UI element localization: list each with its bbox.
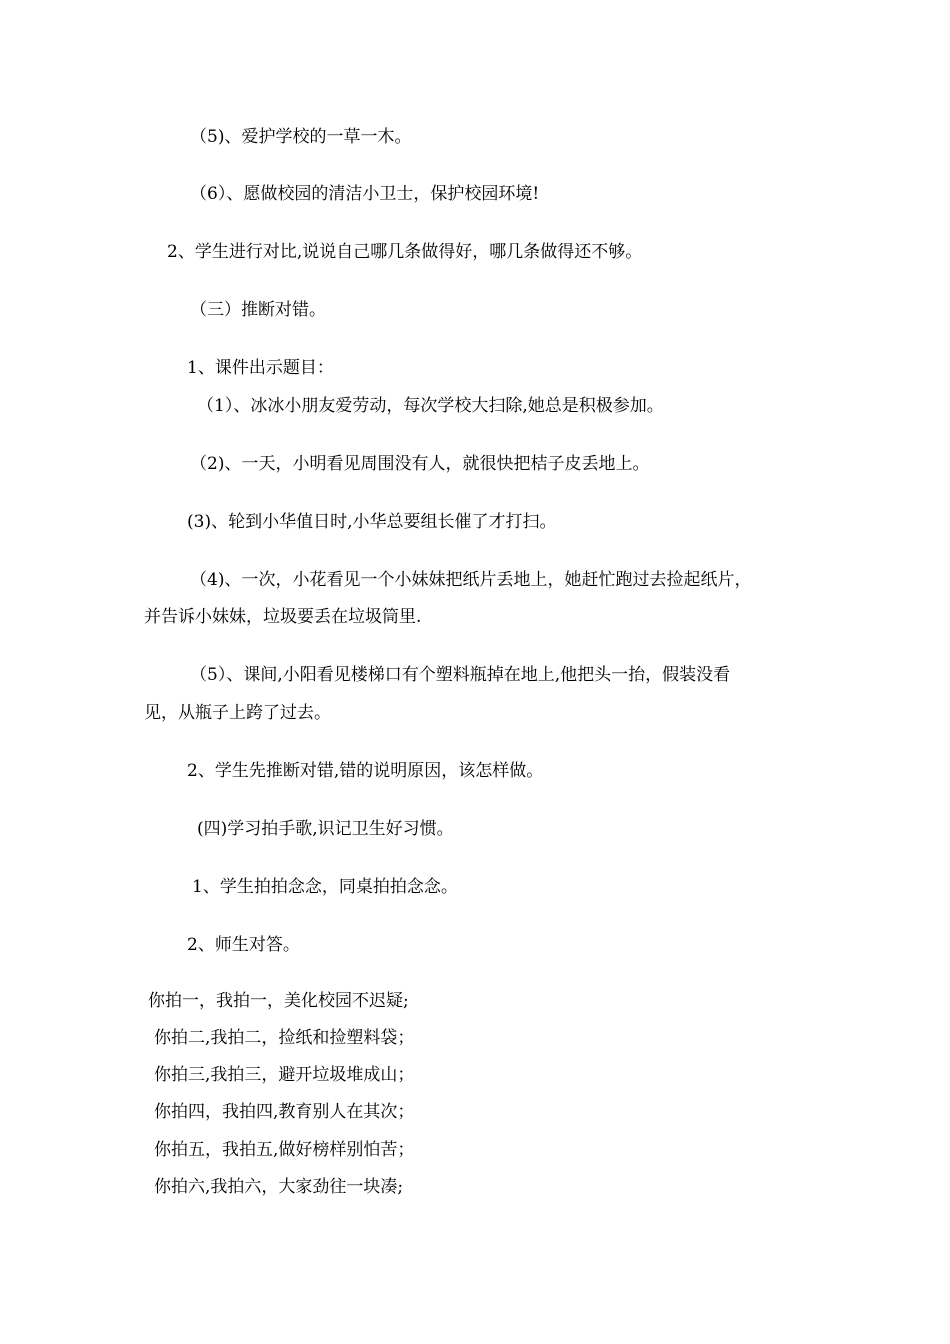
song-line: 你拍二,我拍二，捡纸和捡塑料袋； bbox=[154, 1028, 415, 1048]
song-line: 你拍一，我拍一，美化校园不迟疑; bbox=[148, 991, 409, 1011]
text-line: 2、学生先推断对错,错的说明原因，该怎样做。 bbox=[187, 761, 544, 781]
text-line: 2、师生对答。 bbox=[187, 935, 300, 955]
text-line: 并告诉小妹妹，垃圾要丢在垃圾筒里. bbox=[144, 607, 422, 627]
text-line: （6）、愿做校园的清洁小卫士，保护校园环境! bbox=[190, 184, 540, 204]
section-heading: （三）推断对错。 bbox=[190, 300, 326, 320]
text-line: (3)、轮到小华值日时,小华总要组长催了才打扫。 bbox=[187, 512, 557, 532]
text-line: （5）、课间,小阳看见楼梯口有个塑料瓶掉在地上,他把头一抬，假装没看 bbox=[190, 665, 731, 685]
text-line: （1）、冰冰小朋友爱劳动，每次学校大扫除,她总是积极参加。 bbox=[197, 396, 664, 416]
text-line: 1、课件出示题目： bbox=[187, 358, 334, 378]
text-line: （2)、一天，小明看见周围没有人，就很快把桔子皮丢地上。 bbox=[190, 454, 650, 474]
text-line: （4)、一次，小花看见一个小妹妹把纸片丢地上，她赶忙跑过去捡起纸片， bbox=[190, 570, 752, 590]
text-line: （5)、爱护学校的一草一木。 bbox=[190, 127, 412, 147]
song-line: 你拍六,我拍六，大家劲往一块凑; bbox=[154, 1177, 404, 1197]
section-heading: (四)学习拍手歌,识记卫生好习惯。 bbox=[197, 819, 454, 839]
song-line: 你拍三,我拍三，避开垃圾堆成山； bbox=[154, 1065, 415, 1085]
text-line: 2、学生进行对比,说说自己哪几条做得好，哪几条做得还不够。 bbox=[167, 242, 643, 262]
song-line: 你拍四，我拍四,教育别人在其次； bbox=[154, 1102, 415, 1122]
text-line: 见，从瓶子上跨了过去。 bbox=[144, 703, 331, 723]
text-line: 1、学生拍拍念念，同桌拍拍念念。 bbox=[192, 877, 458, 897]
song-line: 你拍五，我拍五,做好榜样别怕苦； bbox=[154, 1140, 415, 1160]
